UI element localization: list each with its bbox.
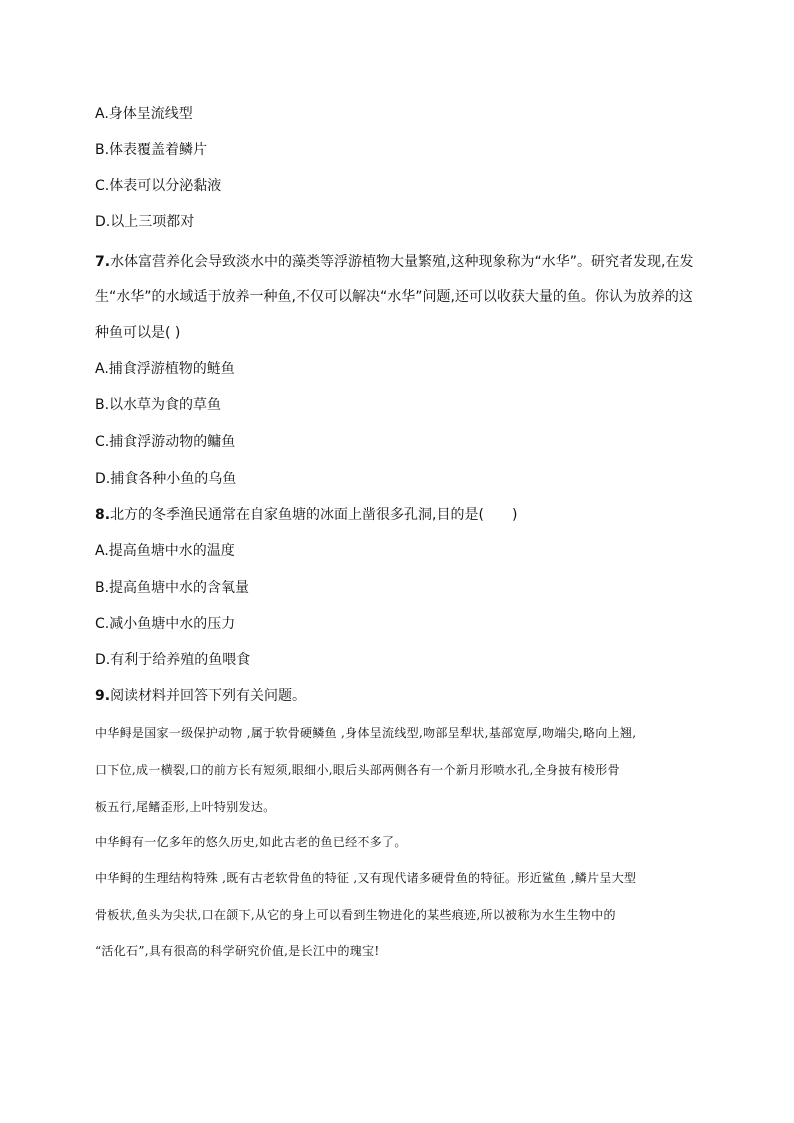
q8-option-d: D.有利于给养殖的鱼喂食 [95,652,251,668]
q7-stem-line-1 [95,252,693,272]
q6-option-d: D.以上三项都对 [95,214,195,230]
q9-material-line-7: “活化石”,具有很高的科学研究价值,是长江中的瑰宝! [95,944,380,958]
q7-option-d: D.捕食各种小鱼的乌鱼 [95,471,237,487]
q8-option-b: B.提高鱼塘中水的含氧量 [95,580,250,596]
q9-material-line-4: 中华鲟有一亿多年的悠久历史,如此古老的鱼已经不多了。 [95,835,407,849]
q7-option-c: C.捕食浮游动物的鳙鱼 [95,434,236,450]
q6-option-b: B.体表覆盖着鳞片 [95,142,208,158]
q7-stem-line-2: 生“水华”的水域适于放养一种鱼,不仅可以解决“水华”问题,还可以收获大量的鱼。你认为放养的这 [95,289,693,305]
q8-number: 8. [95,507,111,523]
q7-stem-line-3: 种鱼可以是( ) [95,325,181,341]
q8-stem-close: ) [511,507,518,523]
q9-material-line-2: 口下位,成一横裂,口的前方长有短须,眼细小,眼后头部两侧各有一个新月形喷水孔,全身披有棱形骨 [95,763,620,777]
q7-stem-text-1: 水体富营养化会导致淡水中的藻类等浮游植物大量繁殖,这种现象称为“水华”。研究者发现,在发 [110,254,694,270]
q7-option-b: B.以水草为食的草鱼 [95,397,222,413]
q9-material-line-6: 骨板状,鱼头为尖状,口在颌下,从它的身上可以看到生物进化的某些痕迹,所以被称为水生生物中的 [95,908,616,922]
q8-stem-text: 北方的冬季渔民通常在自家鱼塘的冰面上凿很多孔洞,目的是( [110,507,484,523]
q9-stem-text: 阅读材料并回答下列有关问题。 [110,688,307,704]
q9-material-line-5: 中华鲟的生理结构特殊 ,既有古老软骨鱼的特征 ,又有现代诸多硬骨鱼的特征。形近鲨鱼 ,鳞片呈大型 [95,871,637,885]
q8-option-c: C.减小鱼塘中水的压力 [95,616,236,632]
q9-material-line-3: 板五行,尾鳍歪形,上叶特别发达。 [95,800,276,814]
q6-option-a: A.身体呈流线型 [95,106,193,122]
q8-stem [95,505,517,525]
q9-stem [95,686,306,706]
q7-option-a: A.捕食浮游植物的鲢鱼 [95,361,235,377]
q8-option-a: A.提高鱼塘中水的温度 [95,543,235,559]
q6-option-c: C.体表可以分泌黏液 [95,178,222,194]
q7-number: 7. [95,254,111,270]
q9-number: 9. [95,688,111,704]
q9-material-line-1: 中华鲟是国家一级保护动物 ,属于软骨硬鳞鱼 ,身体呈流线型,吻部呈犁状,基部宽厚,吻端尖,略向上翘, [95,726,637,740]
